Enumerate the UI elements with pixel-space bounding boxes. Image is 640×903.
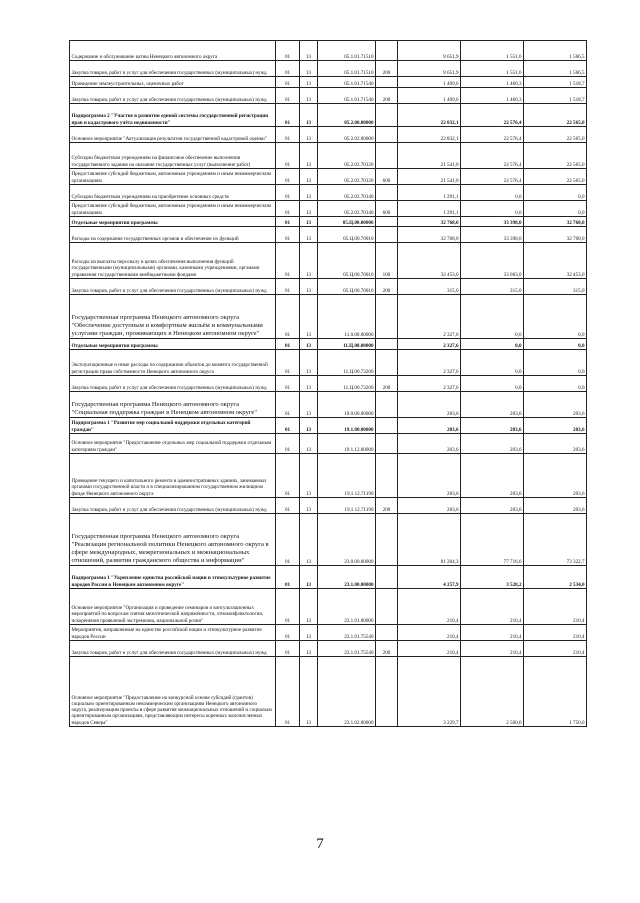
- amount-year-1-cell: 203,6: [398, 418, 461, 434]
- target-article-cell: 23.0.00.00000: [318, 514, 376, 566]
- amount-year-3-cell: 203,6: [524, 418, 587, 434]
- item-name-cell: Закупка товаров, работ и услуг для обеспечения государственных (муниципальных) нужд: [70, 88, 276, 104]
- amount-year-3-cell: 1 566,5: [524, 61, 587, 77]
- section-code-cell: 01: [276, 217, 300, 227]
- item-name-cell: Предоставление субсидий бюджетным, автономным учреждениям и иным некоммерческим организациям: [70, 169, 276, 185]
- subsection-code-cell: 13: [300, 77, 318, 88]
- item-name-cell: Субсидии бюджетным учреждениям на приобретение основных средств: [70, 185, 276, 201]
- subsection-code-cell: 13: [300, 339, 318, 350]
- amount-year-2-cell: 22 576,4: [461, 104, 524, 127]
- table-row: [70, 392, 587, 418]
- table-row: [70, 104, 587, 127]
- item-name-cell: Субсидии бюджетным учреждениям на финансовое обеспечение выполнения государственного задания на оказание государственных услуг (выполнение работ): [70, 143, 276, 169]
- subsection-code-cell: 13: [300, 41, 318, 61]
- expense-type-cell: [376, 566, 398, 589]
- amount-year-1-cell: 32 768,0: [398, 227, 461, 243]
- amount-year-1-cell: 21 541,0: [398, 169, 461, 185]
- amount-year-3-cell: 32 768,0: [524, 217, 587, 227]
- table-row: [70, 589, 587, 625]
- table-row: [70, 61, 587, 77]
- amount-year-3-cell: 315,0: [524, 279, 587, 295]
- table-row: [70, 127, 587, 143]
- amount-year-2-cell: 203,6: [461, 418, 524, 434]
- item-name-cell: Предоставление субсидий бюджетным, автономным учреждениям и иным некоммерческим организациям: [70, 201, 276, 217]
- amount-year-2-cell: 33 398,0: [461, 227, 524, 243]
- subsection-code-cell: 13: [300, 279, 318, 295]
- amount-year-3-cell: 22 565,0: [524, 169, 587, 185]
- amount-year-2-cell: 1 551,6: [461, 41, 524, 61]
- amount-year-1-cell: 4 257,9: [398, 566, 461, 589]
- table-row: [70, 641, 587, 657]
- expense-type-cell: 200: [376, 88, 398, 104]
- item-name-cell: Мероприятия, направленные на единство российской нации и этнокультурное развитие народов России: [70, 625, 276, 641]
- subsection-code-cell: 13: [300, 392, 318, 418]
- table-row: [70, 201, 587, 217]
- expense-type-cell: [376, 77, 398, 88]
- target-article-cell: 05.1.01.71510: [318, 61, 376, 77]
- item-name-cell: Государственная программа Ненецкого автономного округа "Социальная поддержка граждан в Ненецком автономном округе": [70, 392, 276, 418]
- amount-year-3-cell: 0,0: [524, 295, 587, 339]
- expense-type-cell: [376, 143, 398, 169]
- amount-year-1-cell: 2 327,6: [398, 350, 461, 376]
- expense-type-cell: [376, 589, 398, 625]
- item-name-cell: Расходы на содержание государственных органов и обеспечение их функций: [70, 227, 276, 243]
- subsection-code-cell: 13: [300, 295, 318, 339]
- expense-type-cell: [376, 392, 398, 418]
- amount-year-2-cell: 210,4: [461, 625, 524, 641]
- item-name-cell: Отдельные мероприятия программы: [70, 217, 276, 227]
- table-row: [70, 169, 587, 185]
- item-name-cell: Государственная программа Ненецкого автономного округа "Реализация региональной политики Ненецкого автономного округа в сфере международных, межрегиональных и межнациональных отношений, развития гражданского общества и информации": [70, 514, 276, 566]
- subsection-code-cell: 13: [300, 61, 318, 77]
- amount-year-1-cell: 210,4: [398, 625, 461, 641]
- table-row: [70, 279, 587, 295]
- target-article-cell: 23.1.01.00000: [318, 589, 376, 625]
- amount-year-1-cell: 32 453,0: [398, 243, 461, 279]
- table-row: [70, 88, 587, 104]
- section-code-cell: 01: [276, 185, 300, 201]
- subsection-code-cell: 13: [300, 127, 318, 143]
- amount-year-2-cell: 3 528,2: [461, 566, 524, 589]
- amount-year-2-cell: 0,0: [461, 350, 524, 376]
- section-code-cell: 01: [276, 61, 300, 77]
- section-code-cell: 01: [276, 566, 300, 589]
- table-row: [70, 143, 587, 169]
- amount-year-1-cell: 2 327,6: [398, 295, 461, 339]
- budget-table: [69, 40, 587, 727]
- section-code-cell: 01: [276, 143, 300, 169]
- amount-year-2-cell: 203,6: [461, 498, 524, 514]
- amount-year-1-cell: 1 291,1: [398, 185, 461, 201]
- section-code-cell: 01: [276, 104, 300, 127]
- item-name-cell: Основное мероприятие "Организация и проведение семинаров и консультационных мероприятий по вопросам снятия межэтнической напряжённости, этноконфликтологии, искоренения проявлений экстремизма, национальной розни": [70, 589, 276, 625]
- table-row: [70, 498, 587, 514]
- subsection-code-cell: 13: [300, 418, 318, 434]
- subsection-code-cell: 13: [300, 657, 318, 727]
- amount-year-1-cell: 2 327,6: [398, 376, 461, 392]
- amount-year-3-cell: 1 518,7: [524, 88, 587, 104]
- amount-year-2-cell: 203,6: [461, 392, 524, 418]
- item-name-cell: Подпрограмма 2 "Участие в развитии единой системы государственной регистрации прав и кадастрового учёта недвижимости": [70, 104, 276, 127]
- section-code-cell: 01: [276, 77, 300, 88]
- target-article-cell: 05.Ц.00.70010: [318, 227, 376, 243]
- target-article-cell: 05.Ц.00.70010: [318, 279, 376, 295]
- section-code-cell: 01: [276, 376, 300, 392]
- amount-year-3-cell: 0,0: [524, 201, 587, 217]
- amount-year-3-cell: 22 565,0: [524, 104, 587, 127]
- amount-year-3-cell: 0,0: [524, 185, 587, 201]
- target-article-cell: 05.2.02.70120: [318, 169, 376, 185]
- expense-type-cell: 600: [376, 169, 398, 185]
- section-code-cell: 01: [276, 227, 300, 243]
- budget-table-body: [70, 41, 587, 727]
- amount-year-2-cell: 315,0: [461, 279, 524, 295]
- subsection-code-cell: 13: [300, 454, 318, 498]
- target-article-cell: 19.1.12.71190: [318, 498, 376, 514]
- target-article-cell: 19.1.12.00000: [318, 434, 376, 454]
- target-article-cell: 11.Ц.00.00000: [318, 339, 376, 350]
- amount-year-2-cell: 0,0: [461, 295, 524, 339]
- item-name-cell: Государственная программа Ненецкого автономного округа "Обеспечение доступным и комфортным жильём и коммунальными услугами граждан, проживающих в Ненецком автономном округе": [70, 295, 276, 339]
- item-name-cell: Закупка товаров, работ и услуг для обеспечения государственных (муниципальных) нужд: [70, 61, 276, 77]
- table-row: [70, 339, 587, 350]
- expense-type-cell: [376, 625, 398, 641]
- item-name-cell: Закупка товаров, работ и услуг для обеспечения государственных (муниципальных) нужд: [70, 641, 276, 657]
- expense-type-cell: [376, 227, 398, 243]
- amount-year-2-cell: 22 576,4: [461, 127, 524, 143]
- amount-year-3-cell: 210,4: [524, 589, 587, 625]
- amount-year-2-cell: 0,0: [461, 185, 524, 201]
- amount-year-2-cell: 0,0: [461, 376, 524, 392]
- subsection-code-cell: 13: [300, 143, 318, 169]
- section-code-cell: 01: [276, 589, 300, 625]
- subsection-code-cell: 13: [300, 434, 318, 454]
- table-row: [70, 350, 587, 376]
- target-article-cell: 19.1.00.00000: [318, 418, 376, 434]
- subsection-code-cell: 13: [300, 185, 318, 201]
- subsection-code-cell: 13: [300, 104, 318, 127]
- amount-year-3-cell: 203,6: [524, 498, 587, 514]
- amount-year-3-cell: 210,4: [524, 641, 587, 657]
- subsection-code-cell: 13: [300, 243, 318, 279]
- expense-type-cell: 200: [376, 376, 398, 392]
- table-row: [70, 295, 587, 339]
- subsection-code-cell: 13: [300, 514, 318, 566]
- section-code-cell: 01: [276, 454, 300, 498]
- section-code-cell: 01: [276, 169, 300, 185]
- target-article-cell: 05.1.01.71540: [318, 88, 376, 104]
- item-name-cell: Подпрограмма 1 "Укрепление единства российской нации и этнокультурное развитие народов России в Ненецком автономном округе": [70, 566, 276, 589]
- expense-type-cell: [376, 434, 398, 454]
- section-code-cell: 01: [276, 434, 300, 454]
- amount-year-2-cell: 210,4: [461, 589, 524, 625]
- item-name-cell: Отдельные мероприятия программы: [70, 339, 276, 350]
- expense-type-cell: [376, 418, 398, 434]
- amount-year-1-cell: 22 832,1: [398, 127, 461, 143]
- subsection-code-cell: 13: [300, 566, 318, 589]
- target-article-cell: 23.1.01.75540: [318, 625, 376, 641]
- section-code-cell: 01: [276, 295, 300, 339]
- table-row: [70, 243, 587, 279]
- expense-type-cell: 200: [376, 61, 398, 77]
- amount-year-3-cell: 1 566,5: [524, 41, 587, 61]
- amount-year-2-cell: 33 398,0: [461, 217, 524, 227]
- subsection-code-cell: 13: [300, 201, 318, 217]
- target-article-cell: 11.Ц.00.73200: [318, 376, 376, 392]
- section-code-cell: 01: [276, 625, 300, 641]
- item-name-cell: Проведение текущего и капитального ремонта в административных зданиях, занимаемых органами государственной власти и в специализированном государственном жилищном фонде Ненецкого автономного округа: [70, 454, 276, 498]
- amount-year-2-cell: 1 460,3: [461, 77, 524, 88]
- section-code-cell: 01: [276, 514, 300, 566]
- target-article-cell: 05.2.02.70140: [318, 185, 376, 201]
- amount-year-3-cell: 22 565,0: [524, 143, 587, 169]
- target-article-cell: 05.2.02.70120: [318, 143, 376, 169]
- subsection-code-cell: 13: [300, 625, 318, 641]
- target-article-cell: 23.1.01.75540: [318, 641, 376, 657]
- amount-year-3-cell: 73 322,7: [524, 514, 587, 566]
- item-name-cell: Содержание и обслуживание катны Ненецкого автономного округа: [70, 41, 276, 61]
- section-code-cell: 01: [276, 418, 300, 434]
- section-code-cell: 01: [276, 498, 300, 514]
- table-row: [70, 77, 587, 88]
- target-article-cell: 05.1.01.71540: [318, 77, 376, 88]
- expense-type-cell: 200: [376, 498, 398, 514]
- section-code-cell: 01: [276, 201, 300, 217]
- amount-year-3-cell: 203,6: [524, 392, 587, 418]
- target-article-cell: 23.1.00.00000: [318, 566, 376, 589]
- amount-year-1-cell: 3 229,7: [398, 657, 461, 727]
- target-article-cell: 19.1.12.71190: [318, 454, 376, 498]
- expense-type-cell: [376, 127, 398, 143]
- amount-year-1-cell: 1 409,6: [398, 88, 461, 104]
- expense-type-cell: [376, 657, 398, 727]
- item-name-cell: Проведение землеустроительных, оценочных работ: [70, 77, 276, 88]
- table-row: [70, 376, 587, 392]
- section-code-cell: 01: [276, 279, 300, 295]
- subsection-code-cell: 13: [300, 217, 318, 227]
- amount-year-3-cell: 0,0: [524, 376, 587, 392]
- expense-type-cell: [376, 454, 398, 498]
- amount-year-1-cell: 21 541,0: [398, 143, 461, 169]
- amount-year-1-cell: 203,6: [398, 454, 461, 498]
- amount-year-3-cell: 203,6: [524, 434, 587, 454]
- amount-year-1-cell: 8 651,9: [398, 41, 461, 61]
- target-article-cell: 05.Ц.00.70010: [318, 243, 376, 279]
- section-code-cell: 01: [276, 392, 300, 418]
- amount-year-3-cell: 32 768,0: [524, 227, 587, 243]
- section-code-cell: 01: [276, 350, 300, 376]
- expense-type-cell: 200: [376, 279, 398, 295]
- amount-year-1-cell: 8 651,9: [398, 61, 461, 77]
- item-name-cell: Подпрограмма 1 "Развитие мер социальной поддержки отдельных категорий граждан": [70, 418, 276, 434]
- amount-year-2-cell: 210,4: [461, 641, 524, 657]
- amount-year-2-cell: 203,6: [461, 434, 524, 454]
- target-article-cell: 05.2.02.00000: [318, 127, 376, 143]
- amount-year-3-cell: 0,0: [524, 350, 587, 376]
- expense-type-cell: [376, 104, 398, 127]
- amount-year-2-cell: 22 576,4: [461, 169, 524, 185]
- expense-type-cell: [376, 41, 398, 61]
- amount-year-1-cell: 1 291,1: [398, 201, 461, 217]
- amount-year-3-cell: 1 518,7: [524, 77, 587, 88]
- target-article-cell: 19.0.00.00000: [318, 392, 376, 418]
- amount-year-1-cell: 203,6: [398, 498, 461, 514]
- expense-type-cell: [376, 295, 398, 339]
- section-code-cell: 01: [276, 127, 300, 143]
- amount-year-1-cell: 32 768,0: [398, 217, 461, 227]
- expense-type-cell: [376, 185, 398, 201]
- amount-year-2-cell: 22 576,4: [461, 143, 524, 169]
- amount-year-3-cell: 2 534,0: [524, 566, 587, 589]
- table-row: [70, 217, 587, 227]
- page-number: 7: [316, 836, 324, 852]
- subsection-code-cell: 13: [300, 376, 318, 392]
- table-row: [70, 185, 587, 201]
- amount-year-3-cell: 32 453,0: [524, 243, 587, 279]
- amount-year-3-cell: 203,6: [524, 454, 587, 498]
- table-row: [70, 454, 587, 498]
- item-name-cell: Закупка товаров, работ и услуг для обеспечения государственных (муниципальных) нужд: [70, 279, 276, 295]
- table-row: [70, 41, 587, 61]
- amount-year-2-cell: 203,6: [461, 454, 524, 498]
- subsection-code-cell: 13: [300, 350, 318, 376]
- amount-year-2-cell: 0,0: [461, 201, 524, 217]
- item-name-cell: Основное мероприятие "Актуализация результатов государственной кадастровой оценки": [70, 127, 276, 143]
- table-row: [70, 227, 587, 243]
- expense-type-cell: 200: [376, 641, 398, 657]
- amount-year-3-cell: 22 565,0: [524, 127, 587, 143]
- expense-type-cell: [376, 217, 398, 227]
- section-code-cell: 01: [276, 88, 300, 104]
- section-code-cell: 01: [276, 41, 300, 61]
- amount-year-1-cell: 81 204,3: [398, 514, 461, 566]
- item-name-cell: Основное мероприятие "Предоставление на конкурсной основе субсидий (грантов) социально ориентированным некоммерческим организациям Ненецкого автономного округа, реализующим проекты в сфере развития межнациональных отношений и социально ориентированным организациям, представляющим интересы коренных малочисленных народов Севера": [70, 657, 276, 727]
- amount-year-3-cell: 210,4: [524, 625, 587, 641]
- table-row: [70, 625, 587, 641]
- table-row: [70, 514, 587, 566]
- amount-year-1-cell: 1 409,6: [398, 77, 461, 88]
- subsection-code-cell: 13: [300, 641, 318, 657]
- amount-year-2-cell: 1 460,3: [461, 88, 524, 104]
- target-article-cell: 05.2.02.70140: [318, 201, 376, 217]
- target-article-cell: 05.2.00.00000: [318, 104, 376, 127]
- table-row: [70, 566, 587, 589]
- section-code-cell: 01: [276, 339, 300, 350]
- amount-year-3-cell: 0,0: [524, 339, 587, 350]
- amount-year-2-cell: 77 716,6: [461, 514, 524, 566]
- amount-year-2-cell: 2 500,0: [461, 657, 524, 727]
- subsection-code-cell: 13: [300, 169, 318, 185]
- expense-type-cell: [376, 350, 398, 376]
- expense-type-cell: [376, 514, 398, 566]
- subsection-code-cell: 13: [300, 498, 318, 514]
- item-name-cell: Закупка товаров, работ и услуг для обеспечения государственных (муниципальных) нужд: [70, 376, 276, 392]
- subsection-code-cell: 13: [300, 227, 318, 243]
- amount-year-2-cell: 33 083,0: [461, 243, 524, 279]
- section-code-cell: 01: [276, 657, 300, 727]
- item-name-cell: Основное мероприятие "Предоставление отдельных мер социальной поддержки отдельным категориям граждан": [70, 434, 276, 454]
- expense-type-cell: 600: [376, 201, 398, 217]
- target-article-cell: 23.1.02.00000: [318, 657, 376, 727]
- amount-year-1-cell: 22 832,1: [398, 104, 461, 127]
- amount-year-1-cell: 203,6: [398, 434, 461, 454]
- target-article-cell: 11.0.00.00000: [318, 295, 376, 339]
- amount-year-3-cell: 1 750,0: [524, 657, 587, 727]
- section-code-cell: 01: [276, 243, 300, 279]
- expense-type-cell: [376, 339, 398, 350]
- item-name-cell: Расходы на выплаты персоналу в целях обеспечения выполнения функций государственными (муниципальными) органами, казенными учреждениями, органами управления государственными внебюджетными фондами: [70, 243, 276, 279]
- amount-year-2-cell: 1 551,6: [461, 61, 524, 77]
- item-name-cell: Закупка товаров, работ и услуг для обеспечения государственных (муниципальных) нужд: [70, 498, 276, 514]
- target-article-cell: 11.Ц.00.73200: [318, 350, 376, 376]
- target-article-cell: 05.1.01.71510: [318, 41, 376, 61]
- amount-year-1-cell: 2 327,6: [398, 339, 461, 350]
- amount-year-1-cell: 203,6: [398, 392, 461, 418]
- section-code-cell: 01: [276, 641, 300, 657]
- table-row: [70, 418, 587, 434]
- item-name-cell: Эксплуатационные и иные расходы по содержанию объектов до момента государственной регистрации права собственности Ненецкого автономного округа: [70, 350, 276, 376]
- subsection-code-cell: 13: [300, 589, 318, 625]
- subsection-code-cell: 13: [300, 88, 318, 104]
- amount-year-1-cell: 210,4: [398, 589, 461, 625]
- target-article-cell: 05.Ц.00.00000: [318, 217, 376, 227]
- amount-year-1-cell: 315,0: [398, 279, 461, 295]
- table-row: [70, 434, 587, 454]
- amount-year-1-cell: 210,4: [398, 641, 461, 657]
- amount-year-2-cell: 0,0: [461, 339, 524, 350]
- table-row: [70, 657, 587, 727]
- expense-type-cell: 100: [376, 243, 398, 279]
